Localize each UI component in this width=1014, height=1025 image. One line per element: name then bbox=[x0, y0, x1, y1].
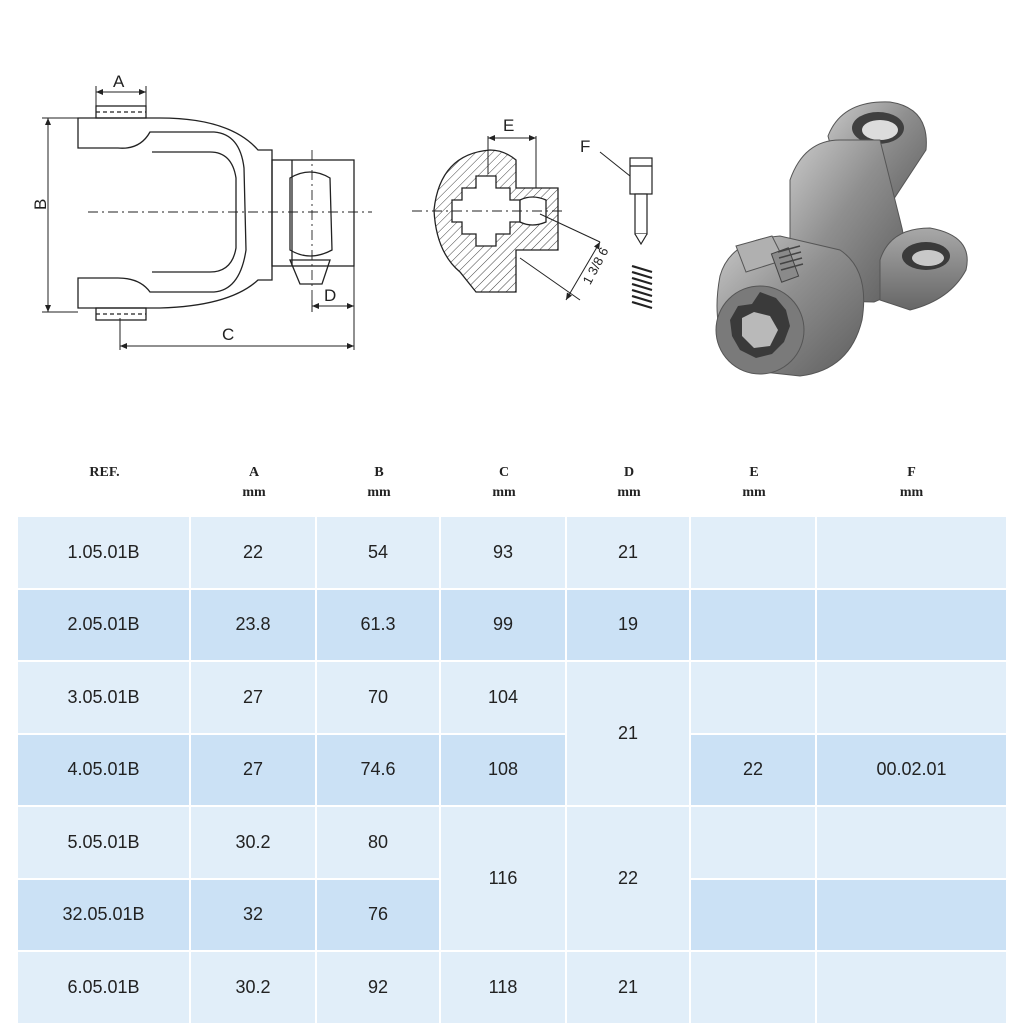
cell-ref: 32.05.01B bbox=[18, 880, 191, 953]
header-f: F mm bbox=[817, 455, 1006, 517]
dim-label-b: B bbox=[31, 198, 50, 210]
cell-b: 92 bbox=[317, 952, 441, 1025]
header-b: B mm bbox=[317, 455, 441, 517]
header-c: C mm bbox=[441, 455, 567, 517]
cell-f bbox=[817, 807, 1006, 880]
cell-ref: 6.05.01B bbox=[18, 952, 191, 1025]
cell-c: 118 bbox=[441, 952, 567, 1025]
specification-table bbox=[18, 455, 1006, 1025]
cell-e bbox=[691, 662, 817, 735]
cell-a: 22 bbox=[191, 517, 317, 590]
angle-label: 1 3/8 6 bbox=[579, 244, 612, 287]
cell-ref: 1.05.01B bbox=[18, 517, 191, 590]
header-a: A mm bbox=[191, 455, 317, 517]
cell-ref: 5.05.01B bbox=[18, 807, 191, 880]
table-row bbox=[18, 662, 1006, 735]
cell-ref: 2.05.01B bbox=[18, 590, 191, 663]
cell-d: 19 bbox=[567, 590, 691, 663]
header-d: D mm bbox=[567, 455, 691, 517]
cell-e bbox=[691, 517, 817, 590]
cell-f bbox=[817, 880, 1006, 953]
cell-a: 30.2 bbox=[191, 952, 317, 1025]
cell-a: 27 bbox=[191, 662, 317, 735]
cell-e: 22 bbox=[691, 735, 817, 808]
table-row bbox=[18, 517, 1006, 590]
cell-f bbox=[817, 517, 1006, 590]
cell-f bbox=[817, 590, 1006, 663]
cell-b: 74.6 bbox=[317, 735, 441, 808]
cell-b: 80 bbox=[317, 807, 441, 880]
cell-d: 21 bbox=[567, 517, 691, 590]
cell-a: 30.2 bbox=[191, 807, 317, 880]
dim-label-e: E bbox=[503, 116, 515, 135]
table-row bbox=[18, 590, 1006, 663]
technical-drawings bbox=[0, 0, 1014, 440]
header-e: E mm bbox=[691, 455, 817, 517]
cell-e bbox=[691, 880, 817, 953]
cell-d-merged: 21 bbox=[567, 662, 691, 807]
dim-label-a: A bbox=[113, 72, 125, 91]
cell-c: 108 bbox=[441, 735, 567, 808]
yoke-3d-render bbox=[716, 102, 967, 376]
cell-b: 61.3 bbox=[317, 590, 441, 663]
cell-ref: 3.05.01B bbox=[18, 662, 191, 735]
pin-and-spring bbox=[600, 152, 652, 308]
cell-d-merged: 22 bbox=[567, 807, 691, 952]
cell-a: 32 bbox=[191, 880, 317, 953]
cell-ref: 4.05.01B bbox=[18, 735, 191, 808]
dim-label-d: D bbox=[324, 286, 337, 305]
cell-c-merged: 116 bbox=[441, 807, 567, 952]
table-header-row bbox=[18, 455, 1006, 517]
header-ref: REF. bbox=[18, 455, 191, 517]
table-row bbox=[18, 952, 1006, 1025]
cell-b: 70 bbox=[317, 662, 441, 735]
cell-a: 23.8 bbox=[191, 590, 317, 663]
table-row bbox=[18, 807, 1006, 880]
cell-c: 99 bbox=[441, 590, 567, 663]
cell-e bbox=[691, 590, 817, 663]
cell-b: 76 bbox=[317, 880, 441, 953]
cell-f bbox=[817, 952, 1006, 1025]
cross-section-view bbox=[412, 136, 600, 300]
dim-label-f: F bbox=[580, 137, 591, 156]
cell-e bbox=[691, 807, 817, 880]
side-view-dimensions bbox=[42, 86, 354, 350]
cell-e bbox=[691, 952, 817, 1025]
cell-c: 93 bbox=[441, 517, 567, 590]
dim-label-c: C bbox=[222, 325, 235, 344]
cell-c: 104 bbox=[441, 662, 567, 735]
cell-f: 00.02.01 bbox=[817, 735, 1006, 808]
cell-f bbox=[817, 662, 1006, 735]
cell-a: 27 bbox=[191, 735, 317, 808]
table-row bbox=[18, 735, 1006, 808]
cell-b: 54 bbox=[317, 517, 441, 590]
cell-d: 21 bbox=[567, 952, 691, 1025]
